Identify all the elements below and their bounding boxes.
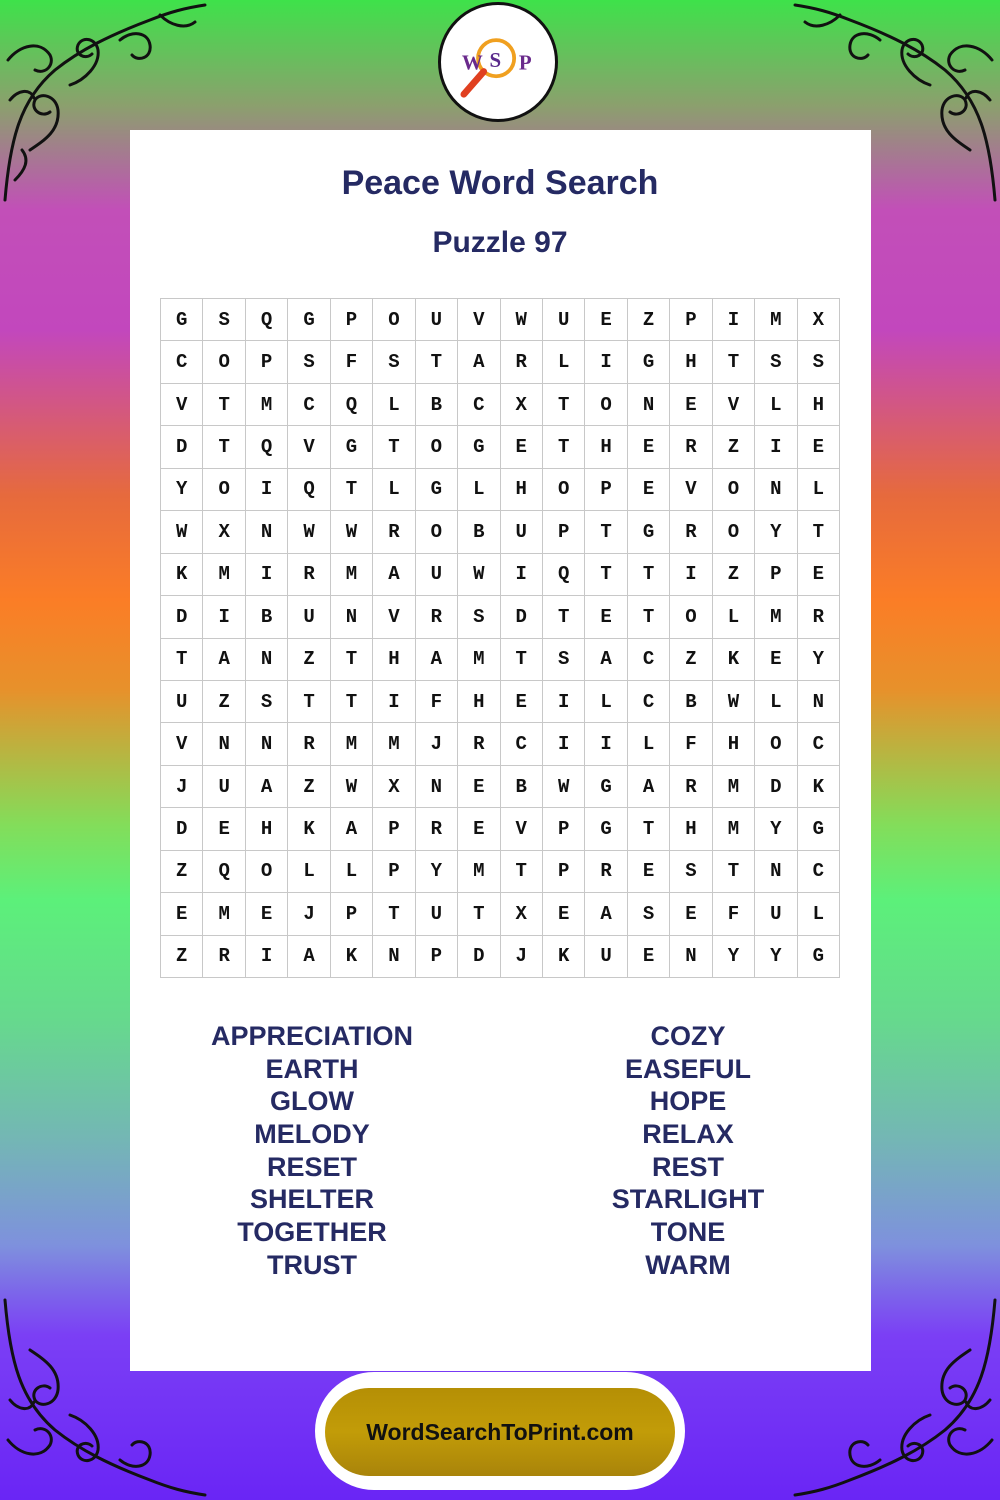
word-list-item: WARM	[645, 1249, 731, 1280]
grid-cell[interactable]: W	[161, 511, 203, 553]
grid-cell[interactable]: U	[203, 766, 245, 808]
grid-cell[interactable]: E	[585, 596, 627, 638]
grid-cell[interactable]: E	[755, 639, 797, 681]
grid-cell[interactable]: K	[713, 639, 755, 681]
word-list-item: RESET	[266, 1151, 358, 1182]
grid-cell[interactable]: W	[713, 681, 755, 723]
grid-cell[interactable]: M	[755, 299, 797, 341]
grid-cell[interactable]: H	[246, 808, 288, 850]
grid-cell[interactable]: R	[670, 511, 712, 553]
grid-cell[interactable]: C	[798, 851, 840, 893]
grid-cell[interactable]: O	[713, 511, 755, 553]
grid-cell[interactable]: W	[501, 299, 543, 341]
grid-cell[interactable]: N	[203, 723, 245, 765]
grid-cell[interactable]: K	[331, 936, 373, 978]
grid-cell[interactable]: G	[161, 299, 203, 341]
grid-cell[interactable]: V	[161, 723, 203, 765]
grid-cell[interactable]: R	[798, 596, 840, 638]
grid-cell[interactable]: J	[501, 936, 543, 978]
grid-cell[interactable]: E	[798, 426, 840, 468]
grid-cell[interactable]: K	[161, 554, 203, 596]
grid-cell[interactable]: Y	[798, 639, 840, 681]
grid-cell[interactable]: Z	[161, 936, 203, 978]
grid-cell[interactable]: X	[373, 766, 415, 808]
grid-cell[interactable]: G	[798, 936, 840, 978]
grid-cell[interactable]: I	[713, 299, 755, 341]
grid-cell[interactable]: E	[161, 893, 203, 935]
grid-cell[interactable]: M	[458, 639, 500, 681]
grid-cell[interactable]: N	[331, 596, 373, 638]
grid-cell[interactable]: V	[670, 469, 712, 511]
grid-cell[interactable]: U	[501, 511, 543, 553]
grid-cell[interactable]: T	[331, 469, 373, 511]
grid-cell[interactable]: R	[458, 723, 500, 765]
grid-cell[interactable]: A	[288, 936, 330, 978]
grid-cell[interactable]: E	[628, 469, 670, 511]
grid-cell[interactable]: G	[585, 766, 627, 808]
grid-cell[interactable]: E	[628, 851, 670, 893]
grid-cell[interactable]: P	[331, 299, 373, 341]
grid-cell[interactable]: E	[670, 893, 712, 935]
grid-cell[interactable]: V	[713, 384, 755, 426]
grid-cell[interactable]: Q	[331, 384, 373, 426]
logo-letter-w: W	[461, 50, 483, 75]
word-list-item: TRUST	[267, 1249, 357, 1280]
grid-cell[interactable]: H	[798, 384, 840, 426]
grid-cell[interactable]: P	[373, 808, 415, 850]
grid-cell[interactable]: Z	[288, 766, 330, 808]
grid-cell[interactable]: S	[373, 341, 415, 383]
grid-cell[interactable]: G	[628, 511, 670, 553]
grid-cell[interactable]: A	[458, 341, 500, 383]
grid-cell[interactable]: T	[713, 851, 755, 893]
grid-cell[interactable]: T	[628, 808, 670, 850]
grid-cell[interactable]: E	[670, 384, 712, 426]
grid-cell[interactable]: P	[755, 554, 797, 596]
grid-cell[interactable]: M	[458, 851, 500, 893]
grid-cell[interactable]: U	[416, 554, 458, 596]
word-list-item: STARLIGHT	[611, 1184, 765, 1215]
grid-cell[interactable]: T	[798, 511, 840, 553]
grid-cell[interactable]: E	[458, 808, 500, 850]
letter-grid	[160, 298, 840, 978]
grid-cell[interactable]: Z	[670, 639, 712, 681]
grid-cell[interactable]: O	[585, 384, 627, 426]
grid-cell[interactable]: B	[501, 766, 543, 808]
grid-cell[interactable]: C	[288, 384, 330, 426]
grid-cell[interactable]: F	[416, 681, 458, 723]
grid-cell[interactable]: H	[585, 426, 627, 468]
grid-cell[interactable]: N	[416, 766, 458, 808]
grid-cell[interactable]: O	[203, 341, 245, 383]
grid-cell[interactable]: C	[161, 341, 203, 383]
grid-cell[interactable]: X	[203, 511, 245, 553]
grid-cell[interactable]: H	[670, 341, 712, 383]
grid-cell[interactable]: K	[288, 808, 330, 850]
grid-cell[interactable]: F	[670, 723, 712, 765]
grid-cell[interactable]: M	[203, 893, 245, 935]
grid-cell[interactable]: T	[203, 426, 245, 468]
grid-cell[interactable]: Q	[246, 299, 288, 341]
grid-cell[interactable]: I	[670, 554, 712, 596]
grid-cell[interactable]: T	[585, 511, 627, 553]
grid-cell[interactable]: S	[628, 893, 670, 935]
grid-cell[interactable]: T	[288, 681, 330, 723]
grid-cell[interactable]: N	[246, 639, 288, 681]
grid-cell[interactable]: B	[246, 596, 288, 638]
grid-cell[interactable]: K	[543, 936, 585, 978]
grid-cell[interactable]: E	[628, 936, 670, 978]
grid-cell[interactable]: N	[628, 384, 670, 426]
magnifier-icon	[441, 5, 555, 119]
grid-cell[interactable]: M	[713, 808, 755, 850]
grid-cell[interactable]: P	[373, 851, 415, 893]
grid-cell[interactable]: E	[458, 766, 500, 808]
grid-cell[interactable]: I	[203, 596, 245, 638]
grid-cell[interactable]: M	[755, 596, 797, 638]
grid-cell[interactable]: R	[585, 851, 627, 893]
word-list-item: MELODY	[254, 1119, 370, 1150]
grid-cell[interactable]: T	[161, 639, 203, 681]
grid-cell[interactable]: X	[798, 299, 840, 341]
grid-cell[interactable]: Y	[755, 936, 797, 978]
grid-cell[interactable]: D	[501, 596, 543, 638]
grid-cell[interactable]: T	[373, 893, 415, 935]
grid-cell[interactable]: I	[501, 554, 543, 596]
grid-cell[interactable]: T	[416, 341, 458, 383]
grid-cell[interactable]: G	[458, 426, 500, 468]
grid-cell[interactable]: U	[288, 596, 330, 638]
grid-cell[interactable]: S	[543, 639, 585, 681]
word-list-item: RELAX	[642, 1119, 734, 1150]
grid-cell[interactable]: R	[670, 766, 712, 808]
grid-cell[interactable]: O	[203, 469, 245, 511]
grid-cell[interactable]: C	[628, 681, 670, 723]
grid-cell[interactable]: T	[501, 639, 543, 681]
grid-cell[interactable]: A	[373, 554, 415, 596]
grid-cell[interactable]: W	[543, 766, 585, 808]
grid-cell[interactable]: E	[628, 426, 670, 468]
wsp-logo[interactable]	[438, 2, 558, 122]
grid-cell[interactable]: L	[755, 681, 797, 723]
grid-cell[interactable]: L	[331, 851, 373, 893]
grid-cell[interactable]: O	[543, 469, 585, 511]
grid-cell[interactable]: G	[798, 808, 840, 850]
site-banner[interactable]	[315, 1372, 685, 1490]
grid-cell[interactable]: U	[543, 299, 585, 341]
grid-cell[interactable]: O	[670, 596, 712, 638]
grid-cell[interactable]: M	[373, 723, 415, 765]
word-list-item: COZY	[650, 1021, 726, 1051]
grid-cell[interactable]: S	[798, 341, 840, 383]
grid-cell[interactable]: M	[713, 766, 755, 808]
grid-cell[interactable]: A	[246, 766, 288, 808]
grid-cell[interactable]: M	[331, 554, 373, 596]
grid-cell[interactable]: N	[755, 851, 797, 893]
grid-cell[interactable]: O	[755, 723, 797, 765]
grid-cell[interactable]: S	[288, 341, 330, 383]
grid-cell[interactable]: B	[670, 681, 712, 723]
grid-cell[interactable]: U	[161, 681, 203, 723]
grid-cell[interactable]: R	[373, 511, 415, 553]
grid-cell[interactable]: Y	[161, 469, 203, 511]
grid-cell[interactable]: D	[161, 596, 203, 638]
grid-cell[interactable]: J	[161, 766, 203, 808]
grid-cell[interactable]: R	[203, 936, 245, 978]
grid-cell[interactable]: I	[246, 469, 288, 511]
grid-cell[interactable]: H	[373, 639, 415, 681]
grid-cell[interactable]: Q	[543, 554, 585, 596]
grid-cell[interactable]: Z	[203, 681, 245, 723]
grid-cell[interactable]: C	[501, 723, 543, 765]
grid-cell[interactable]: Q	[288, 469, 330, 511]
grid-cell[interactable]: T	[628, 554, 670, 596]
grid-cell[interactable]: A	[331, 808, 373, 850]
logo-letter-s: S	[489, 47, 502, 72]
grid-cell[interactable]: N	[246, 511, 288, 553]
grid-cell[interactable]: M	[246, 384, 288, 426]
grid-cell[interactable]: A	[416, 639, 458, 681]
grid-cell[interactable]: W	[458, 554, 500, 596]
grid-cell[interactable]: V	[288, 426, 330, 468]
grid-cell[interactable]: W	[288, 511, 330, 553]
grid-cell[interactable]: S	[246, 681, 288, 723]
grid-cell[interactable]: U	[585, 936, 627, 978]
word-list-item: APPRECIATION	[210, 1021, 413, 1051]
grid-cell[interactable]: Y	[416, 851, 458, 893]
grid-cell[interactable]: P	[416, 936, 458, 978]
grid-cell[interactable]: T	[331, 681, 373, 723]
word-list-item: REST	[651, 1151, 724, 1182]
grid-cell[interactable]: E	[585, 299, 627, 341]
grid-cell[interactable]: I	[543, 681, 585, 723]
grid-cell[interactable]: Q	[246, 426, 288, 468]
page-title: Peace Word Search	[341, 164, 659, 202]
grid-cell[interactable]: R	[416, 596, 458, 638]
grid-cell[interactable]: P	[585, 469, 627, 511]
grid-cell[interactable]: G	[628, 341, 670, 383]
logo-letter-p: P	[518, 50, 532, 75]
grid-cell[interactable]: I	[585, 341, 627, 383]
grid-cell[interactable]: L	[543, 341, 585, 383]
grid-cell[interactable]: E	[501, 426, 543, 468]
grid-cell[interactable]: K	[798, 766, 840, 808]
grid-cell[interactable]: G	[585, 808, 627, 850]
grid-cell[interactable]: V	[458, 299, 500, 341]
grid-cell[interactable]: P	[543, 851, 585, 893]
grid-cell[interactable]: P	[670, 299, 712, 341]
grid-cell[interactable]: E	[543, 893, 585, 935]
grid-cell[interactable]: A	[628, 766, 670, 808]
grid-cell[interactable]: I	[373, 681, 415, 723]
grid-cell[interactable]: C	[798, 723, 840, 765]
grid-cell[interactable]: S	[670, 851, 712, 893]
grid-cell[interactable]: Z	[161, 851, 203, 893]
word-list-item: TOGETHER	[237, 1217, 387, 1248]
grid-cell[interactable]: J	[416, 723, 458, 765]
grid-cell[interactable]: L	[713, 596, 755, 638]
grid-cell[interactable]: L	[798, 893, 840, 935]
grid-cell[interactable]: H	[458, 681, 500, 723]
site-link[interactable]: WordSearchToPrint.com	[325, 1388, 675, 1476]
grid-cell[interactable]: G	[331, 426, 373, 468]
grid-cell[interactable]: P	[543, 511, 585, 553]
word-list-item: HOPE	[649, 1086, 727, 1117]
grid-cell[interactable]: U	[416, 299, 458, 341]
grid-cell[interactable]: T	[543, 384, 585, 426]
grid-cell[interactable]: N	[373, 936, 415, 978]
grid-cell[interactable]: O	[713, 469, 755, 511]
word-list-item: EARTH	[265, 1053, 359, 1084]
grid-cell[interactable]: Z	[713, 426, 755, 468]
grid-cell[interactable]: T	[203, 384, 245, 426]
grid-cell[interactable]: O	[246, 851, 288, 893]
grid-cell[interactable]: U	[755, 893, 797, 935]
grid-cell[interactable]: O	[416, 511, 458, 553]
grid-cell[interactable]: P	[331, 893, 373, 935]
grid-cell[interactable]: F	[331, 341, 373, 383]
word-list-item: GLOW	[270, 1086, 354, 1117]
grid-cell[interactable]: V	[501, 808, 543, 850]
grid-cell[interactable]: R	[288, 723, 330, 765]
grid-cell[interactable]: I	[246, 554, 288, 596]
grid-cell[interactable]: L	[458, 469, 500, 511]
grid-cell[interactable]: T	[458, 893, 500, 935]
grid-cell[interactable]: R	[670, 426, 712, 468]
grid-cell[interactable]: N	[246, 723, 288, 765]
grid-cell[interactable]: Z	[713, 554, 755, 596]
grid-cell[interactable]: I	[755, 426, 797, 468]
grid-cell[interactable]: M	[203, 554, 245, 596]
grid-cell[interactable]: D	[458, 936, 500, 978]
word-list-item: EASEFUL	[624, 1053, 751, 1084]
grid-cell[interactable]: L	[373, 384, 415, 426]
grid-cell[interactable]: W	[331, 766, 373, 808]
grid-cell[interactable]: F	[713, 893, 755, 935]
grid-cell[interactable]: Z	[628, 299, 670, 341]
grid-cell[interactable]: Y	[755, 511, 797, 553]
grid-cell[interactable]: L	[798, 469, 840, 511]
grid-cell[interactable]: H	[713, 723, 755, 765]
grid-cell[interactable]: N	[670, 936, 712, 978]
grid-cell[interactable]: T	[501, 851, 543, 893]
grid-cell[interactable]: L	[755, 384, 797, 426]
grid-cell[interactable]: E	[798, 554, 840, 596]
grid-cell[interactable]: D	[161, 426, 203, 468]
grid-cell[interactable]: V	[373, 596, 415, 638]
grid-cell[interactable]: J	[288, 893, 330, 935]
grid-cell[interactable]: I	[585, 723, 627, 765]
grid-cell[interactable]: O	[373, 299, 415, 341]
grid-cell[interactable]: T	[585, 554, 627, 596]
grid-cell[interactable]: C	[628, 639, 670, 681]
grid-cell[interactable]: E	[501, 681, 543, 723]
grid-cell[interactable]: D	[755, 766, 797, 808]
grid-cell[interactable]: T	[373, 426, 415, 468]
grid-cell[interactable]: R	[501, 341, 543, 383]
grid-cell[interactable]: B	[458, 511, 500, 553]
grid-cell[interactable]: R	[288, 554, 330, 596]
grid-cell[interactable]: Z	[288, 639, 330, 681]
grid-cell[interactable]: Y	[755, 808, 797, 850]
grid-cell[interactable]: C	[458, 384, 500, 426]
grid-cell[interactable]: A	[585, 639, 627, 681]
grid-cell[interactable]: L	[585, 681, 627, 723]
word-list-left	[122, 1020, 502, 1282]
grid-cell[interactable]: V	[161, 384, 203, 426]
grid-cell[interactable]: N	[798, 681, 840, 723]
word-list-right	[498, 1020, 878, 1282]
grid-cell[interactable]: B	[416, 384, 458, 426]
grid-cell[interactable]: T	[331, 639, 373, 681]
grid-cell[interactable]: G	[416, 469, 458, 511]
grid-cell[interactable]: E	[246, 893, 288, 935]
puzzle-number: Puzzle 97	[432, 226, 568, 259]
grid-cell[interactable]: T	[543, 596, 585, 638]
grid-cell[interactable]: G	[288, 299, 330, 341]
grid-cell[interactable]: L	[373, 469, 415, 511]
grid-cell[interactable]: X	[501, 384, 543, 426]
grid-cell[interactable]: T	[713, 341, 755, 383]
grid-cell[interactable]: E	[203, 808, 245, 850]
grid-cell[interactable]: P	[246, 341, 288, 383]
grid-cell[interactable]: W	[331, 511, 373, 553]
grid-cell[interactable]: M	[331, 723, 373, 765]
grid-cell[interactable]: A	[585, 893, 627, 935]
grid-cell[interactable]: L	[288, 851, 330, 893]
grid-cell[interactable]: U	[416, 893, 458, 935]
grid-cell[interactable]: H	[670, 808, 712, 850]
grid-cell[interactable]: A	[203, 639, 245, 681]
grid-cell[interactable]: D	[161, 808, 203, 850]
grid-cell[interactable]: S	[203, 299, 245, 341]
grid-cell[interactable]: Y	[713, 936, 755, 978]
grid-cell[interactable]: Q	[203, 851, 245, 893]
grid-cell[interactable]: S	[458, 596, 500, 638]
grid-cell[interactable]: S	[755, 341, 797, 383]
grid-cell[interactable]: O	[416, 426, 458, 468]
grid-cell[interactable]: X	[501, 893, 543, 935]
grid-cell[interactable]: T	[628, 596, 670, 638]
grid-cell[interactable]: R	[416, 808, 458, 850]
grid-cell[interactable]: P	[543, 808, 585, 850]
word-list-item: TONE	[650, 1217, 726, 1248]
grid-cell[interactable]: L	[628, 723, 670, 765]
word-list-item: SHELTER	[249, 1184, 374, 1215]
grid-cell[interactable]: H	[501, 469, 543, 511]
grid-cell[interactable]: I	[246, 936, 288, 978]
grid-cell[interactable]: T	[543, 426, 585, 468]
grid-cell[interactable]: N	[755, 469, 797, 511]
grid-cell[interactable]: I	[543, 723, 585, 765]
